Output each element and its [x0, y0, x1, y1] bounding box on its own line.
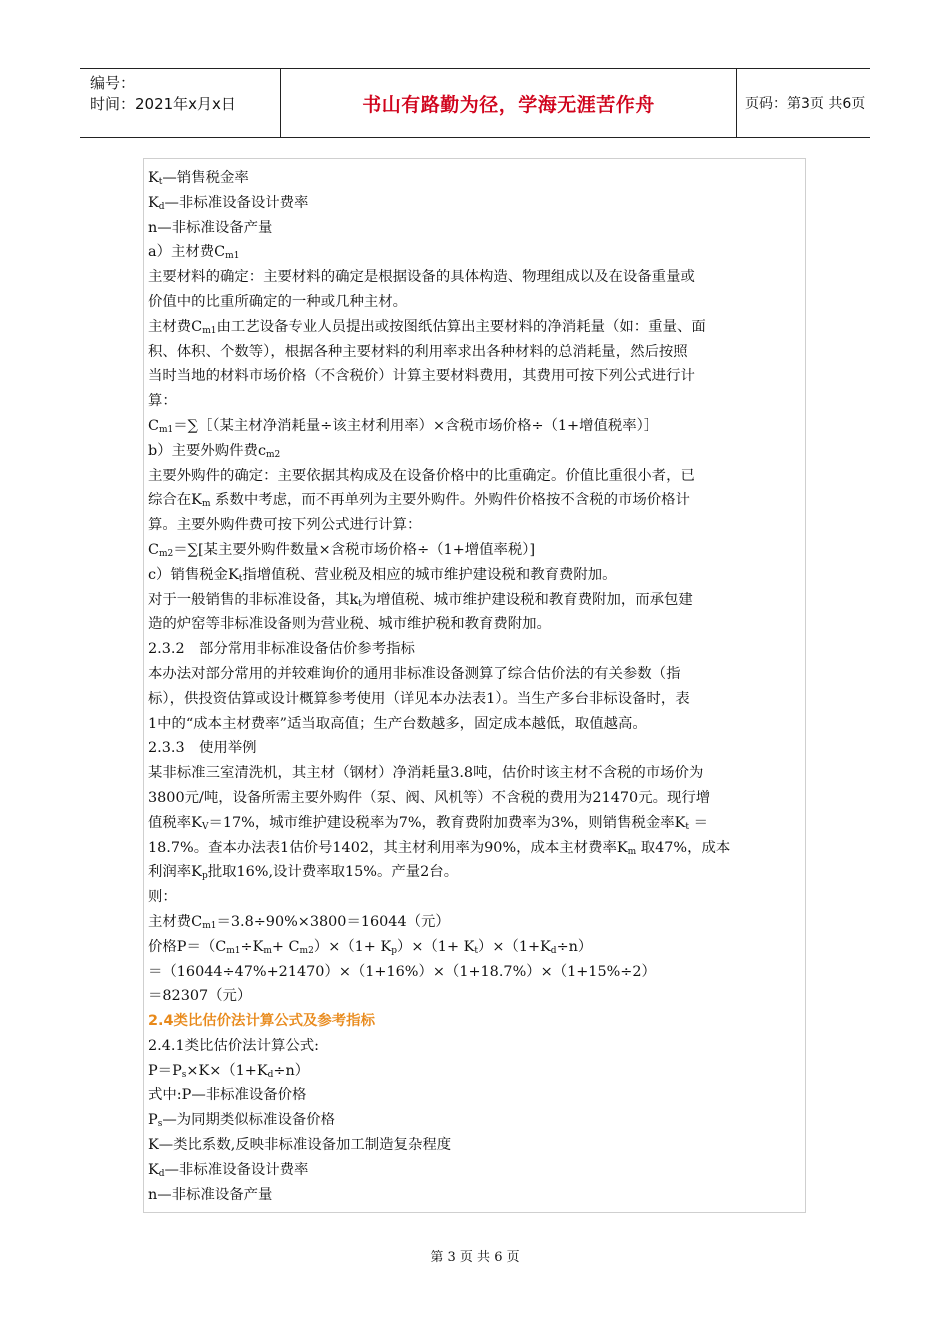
text-line: n—非标准设备产量 — [148, 1186, 273, 1203]
text-line: n—非标准设备产量 — [148, 219, 273, 236]
text-line: 18.7%。查本办法表1估价号1402，其主材利用率为90%，成本主材费率$K_m$ 取47%，成本 — [148, 839, 731, 857]
text-line: 3800元/吨，设备所需主要外购件（泵、阀、风机等）不含税的费用为21470元。现行增 — [148, 789, 711, 806]
text-line: 2.4.1类比估价法计算公式: — [148, 1037, 319, 1054]
text-line: 主材费$C_{m1}$由工艺设备专业人员提出或按图纸估算出主要材料的净消耗量（如：重量、面 — [148, 318, 706, 336]
text-line: 综合在$K_m$ 系数中考虑，而不再单列为主要外购件。外购件价格按不含税的市场价格计 — [148, 492, 690, 510]
text-line: 式中:P—非标准设备价格 — [148, 1087, 307, 1104]
header-motto-cell — [280, 69, 737, 137]
text-line: 利润率$K_p$批取16%,设计费率取15%。产量2台。 — [148, 864, 459, 882]
section-heading: 2.3.2 部分常用非标准设备估价参考指标 — [148, 641, 415, 658]
document-number-label: 编号： — [90, 74, 136, 92]
formula-line: $C_{m1}=\sum[$（某主材净消耗量÷该主材利用率）×含税市场价格÷（1+增值税率）］ — [148, 417, 659, 435]
text-line: 主要外购件的确定：主要依据其构成及在设备价格中的比重确定。价值比重很小者，已 — [148, 467, 695, 484]
motto-text: 书山有路勤为径，学海无涯苦作舟 — [362, 93, 655, 116]
formula-line: 主材费$C_{m1}=3.8\div 90\%\times 3800=16044$（元） — [148, 913, 450, 931]
formula-line: ＝（16044÷47%+21470）×（1+16%）×（1+18.7%）×（1+15%÷2） — [148, 963, 656, 980]
document-time-label: 时间：2021年x月x日 — [90, 95, 236, 113]
text-line: $K_d—$非标准设备设计费率 — [148, 1161, 309, 1179]
text-line: b）主要外购件费$c_{m2}$ — [148, 442, 281, 460]
section-heading-highlight: 2.4类比估价法计算公式及参考指标 — [148, 1013, 375, 1030]
text-line: K—类比系数,反映非标准设备加工制造复杂程度 — [148, 1137, 452, 1154]
page-header — [80, 68, 870, 138]
text-line: 某非标准三室清洗机，其主材（钢材）净消耗量3.8吨，估价时该主材不含税的市场价为 — [148, 765, 704, 782]
text-line: a）主材费$C_{m1}$ — [148, 244, 240, 262]
text-line: 本办法对部分常用的并较难询价的通用非标准设备测算了综合估价法的有关参数（指 — [148, 665, 681, 682]
text-line: 主要材料的确定：主要材料的确定是根据设备的具体构造、物理组成以及在设备重量或 — [148, 269, 695, 286]
section-heading: 2.3.3 使用举例 — [148, 740, 257, 757]
text-line: 标），供投资估算或设计概算参考使用（详见本办法表1）。当生产多台非标设备时，表 — [148, 690, 690, 707]
header-page-cell — [735, 69, 870, 137]
text-line: 价值中的比重所确定的一种或几种主材。 — [148, 293, 408, 310]
page-code: 页码：第3页 共6页 — [745, 96, 866, 112]
header-left-cell — [80, 69, 280, 137]
formula-line: $P=P_s\times K\times(1+K_d\div n)$ — [148, 1062, 310, 1080]
text-line: 算。主要外购件费可按下列公式进行计算： — [148, 517, 422, 534]
formula-line: 价格$P=(C_{m1}\div K_m+ C_{m2})\times(1+ K_p)\times(1+ K_t)\times(1+K_d\div n)$ — [148, 938, 593, 956]
text-line: 对于一般销售的非标准设备，其$k_t$为增值税、城市维护建设税和教育费附加，而承包建 — [148, 591, 693, 609]
text-line: 当时当地的材料市场价格（不含税价）计算主要材料费用，其费用可按下列公式进行计 — [148, 368, 695, 385]
text-line: 积、体积、个数等），根据各种主要材料的利用率求出各种材料的总消耗量，然后按照 — [148, 343, 688, 360]
text-line: $K_d—$非标准设备设计费率 — [148, 194, 309, 212]
document-body — [148, 166, 803, 1207]
text-line: 值税率$K_V=17\%$，城市维护建设税率为7%，教育费附加费率为3%，则销售税金率$K_t$ ＝ — [148, 814, 708, 832]
text-line: 1中的“成本主材费率”适当取高值；生产台数越多，固定成本越低，取值越高。 — [148, 715, 647, 732]
text-line: 算： — [148, 393, 177, 410]
text-line: 则： — [148, 889, 177, 906]
text-line: $K_t—$销售税金率 — [148, 170, 249, 187]
formula-line: ＝82307（元） — [148, 988, 252, 1005]
formula-line: $C_{m2}=\sum$[某主要外购件数量×含税市场价格÷（1+增值率税）] — [148, 541, 536, 559]
text-line: $P_s—$为同期类似标准设备价格 — [148, 1112, 336, 1130]
text-line: c）销售税金$K_t$指增值税、营业税及相应的城市维护建设税和教育费附加。 — [148, 566, 617, 584]
text-line: 造的炉窑等非标准设备则为营业税、城市维护税和教育费附加。 — [148, 616, 551, 633]
page-footer: 第 3 页 共 6 页 — [430, 1250, 520, 1265]
